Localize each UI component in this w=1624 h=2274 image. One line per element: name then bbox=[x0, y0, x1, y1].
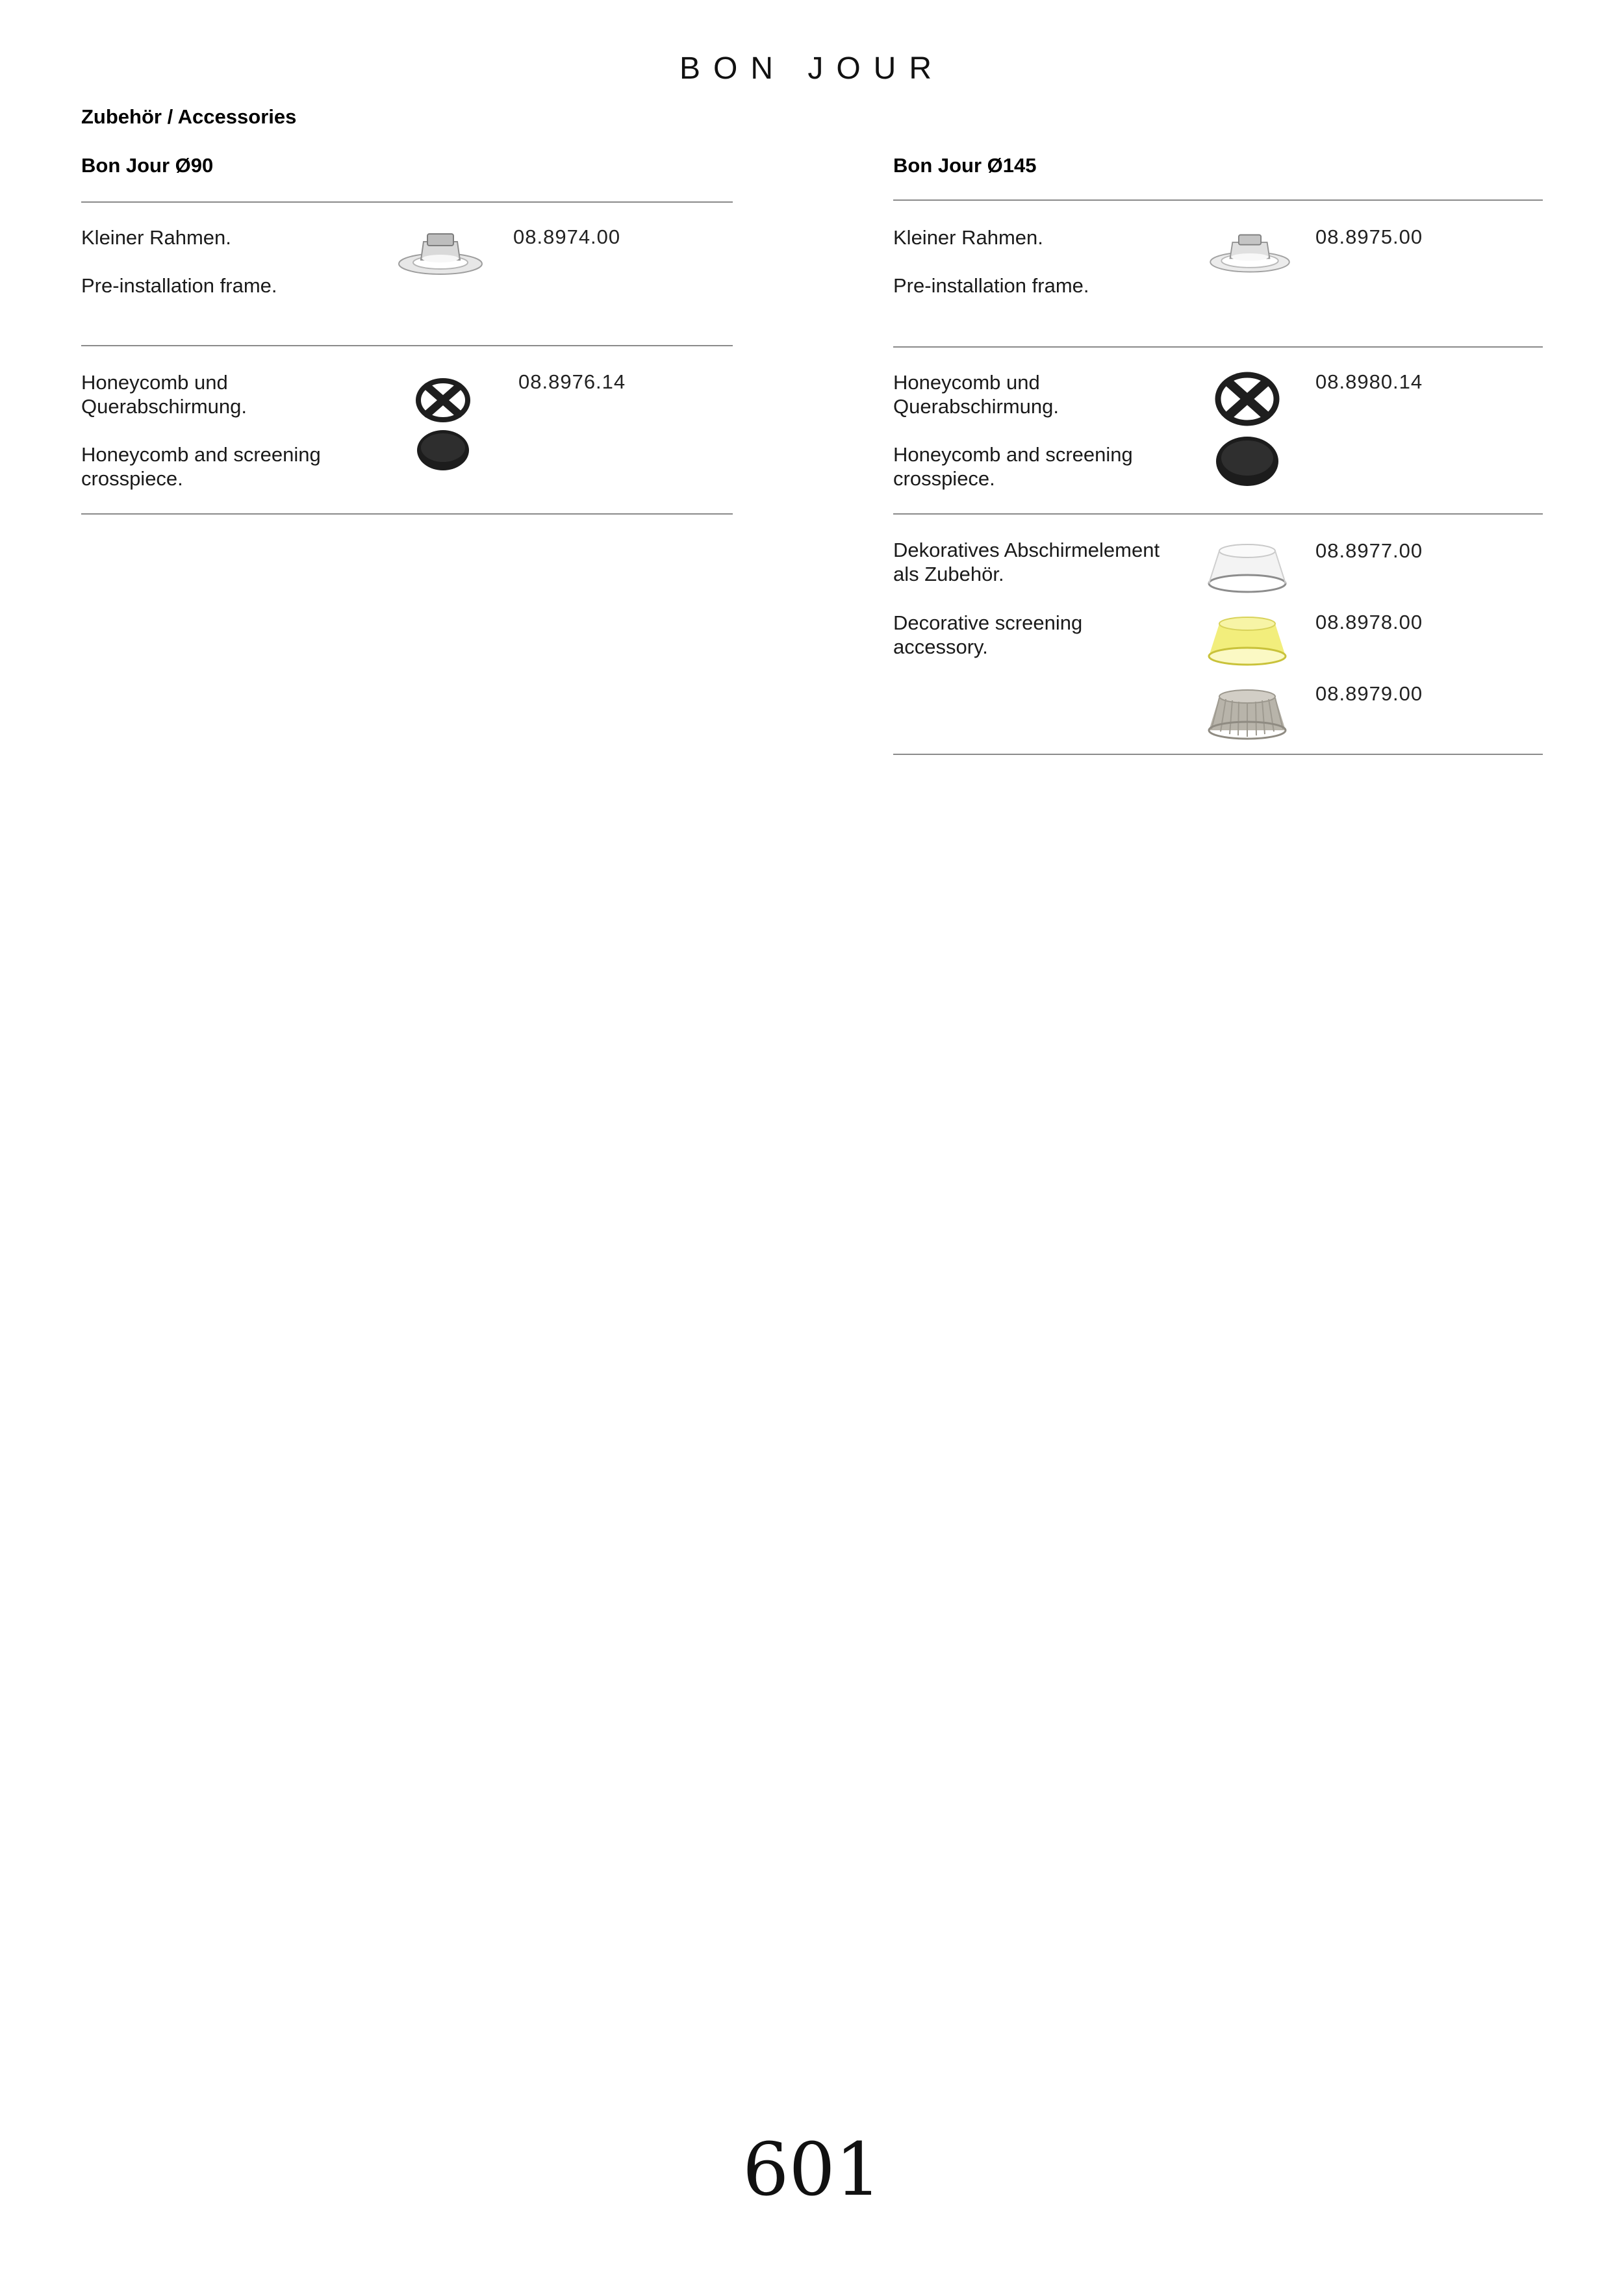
honeycomb-label-de: Honeycomb und Querabschirmung. bbox=[893, 371, 1059, 418]
frame-label-de: Kleiner Rahmen. bbox=[81, 226, 231, 249]
divider bbox=[81, 345, 733, 346]
frame-code: 08.8975.00 bbox=[1315, 225, 1423, 248]
honeycomb-label-en: Honeycomb and screening crosspiece. bbox=[81, 443, 321, 490]
divider bbox=[81, 513, 733, 515]
decorative-code-clear: 08.8977.00 bbox=[1315, 539, 1423, 562]
crosspiece-icon bbox=[416, 378, 470, 422]
decorative-code-ribbed: 08.8979.00 bbox=[1315, 682, 1423, 705]
crosspiece-icon bbox=[1215, 372, 1280, 426]
frame-code: 08.8974.00 bbox=[513, 225, 621, 248]
brand-title: BON JOUR bbox=[679, 51, 945, 86]
frame-label-en: Pre-installation frame. bbox=[893, 274, 1089, 297]
divider bbox=[893, 199, 1543, 201]
honeycomb-label-en: Honeycomb and screening crosspiece. bbox=[893, 443, 1133, 490]
clear-ring-icon bbox=[1205, 541, 1289, 594]
divider bbox=[893, 346, 1543, 348]
divider bbox=[893, 754, 1543, 755]
column-title-145: Bon Jour Ø145 bbox=[893, 154, 1037, 177]
divider bbox=[81, 201, 733, 203]
yellow-ring-icon bbox=[1205, 613, 1289, 667]
decorative-label-en: Decorative screening accessory. bbox=[893, 611, 1083, 658]
frame-label-en: Pre-installation frame. bbox=[81, 274, 277, 297]
honeycomb-code: 08.8976.14 bbox=[518, 370, 626, 393]
frame-icon bbox=[1208, 229, 1291, 278]
honeycomb-disc-icon bbox=[416, 429, 470, 472]
frame-label-de: Kleiner Rahmen. bbox=[893, 226, 1043, 249]
honeycomb-disc-icon bbox=[1215, 435, 1280, 487]
honeycomb-code: 08.8980.14 bbox=[1315, 370, 1423, 393]
decorative-label-de: Dekoratives Abschirmelement als Zubehör. bbox=[893, 539, 1160, 585]
column-title-90: Bon Jour Ø90 bbox=[81, 154, 214, 177]
honeycomb-label-de: Honeycomb und Querabschirmung. bbox=[81, 371, 247, 418]
frame-icon bbox=[398, 229, 483, 281]
section-title: Zubehör / Accessories bbox=[81, 105, 297, 128]
ribbed-ring-icon bbox=[1205, 685, 1289, 742]
page-number: 601 bbox=[742, 2128, 882, 2212]
divider bbox=[893, 513, 1543, 515]
decorative-code-yellow: 08.8978.00 bbox=[1315, 611, 1423, 633]
